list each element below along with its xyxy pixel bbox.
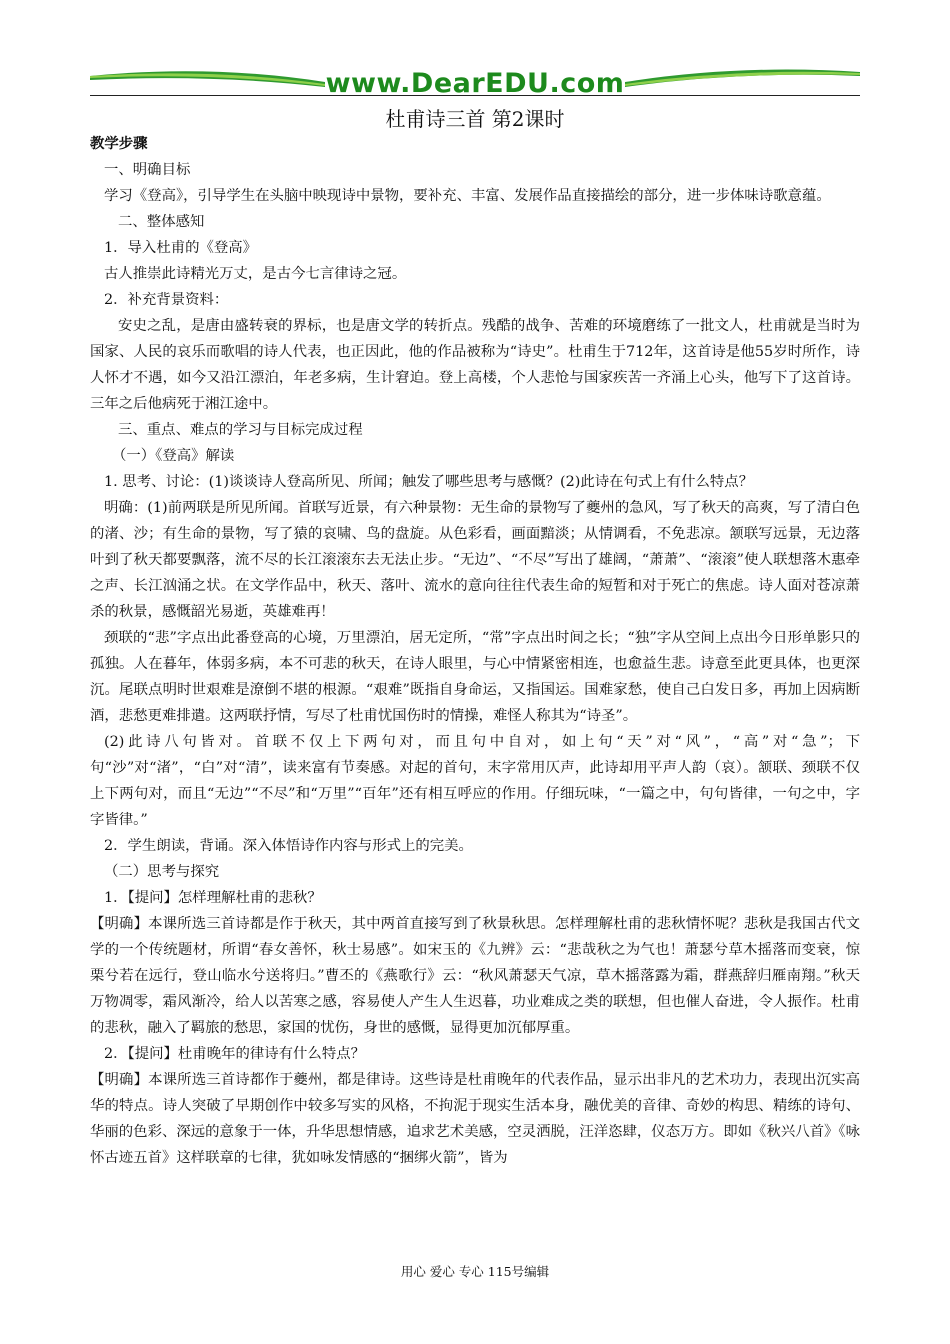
header-rule xyxy=(90,95,860,96)
body-paragraph: 学习《登高》，引导学生在头脑中映现诗中景物，要补充、丰富、发展作品直接描绘的部分，进一步体味诗歌意蕴。 xyxy=(104,188,831,204)
section-heading: 教学步骤 xyxy=(90,135,148,152)
body-paragraph: 颈联的“悲”字点出此番登高的心境，万里漂泊，居无定所，“常”字点出时间之长；“独”字从空间上点出今日形单影只的孤独。人在暮年，体弱多病，本不可悲的秋天，在诗人眼里，与心中情紧密相连，也愈益生悲。诗意至此更具体，也更深沉。尾联点明时世艰难是潦倒不堪的根源。“艰难”既指自身命运，又指国运。国难家愁，使自己白发日多，再加上因病断酒，悲愁更难排遣。这两联抒情，写尽了杜甫忧国伤时的情操，难怪人称其为“诗圣”。 xyxy=(90,630,860,724)
body-paragraph: 2．学生朗读，背诵。深入体悟诗作内容与形式上的完美。 xyxy=(104,838,473,854)
body-paragraph: 【明确】本课所选三首诗都是作于秋天，其中两首直接写到了秋景秋思。怎样理解杜甫的悲秋情怀呢？悲秋是我国古代文学的一个传统题材，所谓“春女善怀，秋士易感”。如宋玉的《九辨》云：“悲哉秋之为气也！萧瑟兮草木摇落而变衰，惊栗兮若在远行，登山临水兮送将归。”曹丕的《燕歌行》云：“秋风萧瑟天气凉，草木摇落露为霜，群燕辞归雁南翔。”秋天万物凋零，霜风渐冷，给人以苦寒之感，容易使人产生人生迟暮，功业难成之类的联想，但也催人奋进，令人振作。杜甫的悲秋，融入了羁旅的愁思，家国的忧伤，身世的感慨，显得更加沉郁厚重。 xyxy=(90,916,860,1036)
page-footer: 用心 爱心 专心 115号编辑 xyxy=(400,1264,550,1279)
page-title: 杜甫诗三首 第2课时 xyxy=(385,107,565,131)
body-paragraph: 明确：(1)前两联是所见所闻。首联写近景，有六种景物：无生命的景物写了夔州的急风，写了秋天的高爽，写了清白色的渚、沙；有生命的景物，写了猿的哀啸、鸟的盘旋。从色彩看，画面黯淡；从情调看，不免悲凉。颔联写远景，无边落叶到了秋天都要飘落，流不尽的长江滚滚东去无法止步。“无边”、“不尽”写出了雄阔，“萧萧”、“滚滚”使人联想落木惠牵之声、长江汹涌之状。在文学作品中，秋天、落叶、流水的意向往往代表生命的短暂和对于死亡的焦虑。诗人面对苍凉萧杀的秋景，感慨韶光易逝，英雄难再！ xyxy=(90,500,860,620)
section-heading: 一、明确目标 xyxy=(104,162,191,178)
body-paragraph: 安史之乱，是唐由盛转衰的界标，也是唐文学的转折点。残酷的战争、苦难的环境磨练了一批文人，杜甫就是当时为国家、人民的哀乐而歌唱的诗人代表，也正因此，他的作品被称为“诗史”。杜甫生于712年，这首诗是他55岁时所作，诗人怀才不遇，如今又沿江漂泊，年老多病，生计窘迫。登上高楼，个人悲怆与国家疾苦一齐涌上心头，他写下了这首诗。三年之后他病死于湘江途中。 xyxy=(90,318,860,412)
site-logo[interactable]: www.DearEDU.com xyxy=(325,68,625,99)
body-paragraph: 古人推崇此诗精光万丈，是古今七言律诗之冠。 xyxy=(104,266,407,282)
lesson-body xyxy=(90,131,860,1171)
body-paragraph: (2)此诗八句皆对。首联不仅上下两句对，而且句中自对，如上句“天”对“风”，“高”对“急”；下句“沙”对“渚”，“白”对“清”，读来富有节奏感。对起的首句，末字常用仄声，此诗却用平声人韵（哀）。颔联、颈联不仅上下两句对，而且“无边”“不尽”和“万里”“百年”还有相互呼应的作用。仔细玩味，“一篇之中，句句皆律，一句之中，字字皆律。” xyxy=(90,734,860,828)
subsection-heading: （二）思考与探究 xyxy=(104,864,220,880)
body-paragraph: 1. 思考、讨论：(1)谈谈诗人登高所见、所闻；触发了哪些思考与感慨？(2)此诗在句式上有什么特点？ xyxy=(104,474,754,490)
body-paragraph: 【明确】本课所选三首诗都作于夔州，都是律诗。这些诗是杜甫晚年的代表作品，显示出非凡的艺术功力，表现出沉实高华的特点。诗人突破了早期创作中较多写实的风格，不拘泥于现实生活本身，融优美的音律、奇妙的构思、精练的诗句、华丽的色彩、深远的意象于一体，升华思想情感，追求艺术美感，空灵洒脱，汪洋恣肆，仪态万方。即如《秋兴八首》《咏怀古迹五首》这样联章的七律，犹如咏发情感的“捆绑火箭”，皆为 xyxy=(90,1072,860,1166)
section-heading: 二、整体感知 xyxy=(118,214,205,230)
list-item: 2．【提问】杜甫晚年的律诗有什么特点？ xyxy=(104,1046,365,1062)
section-heading: 三、重点、难点的学习与目标完成过程 xyxy=(118,422,363,438)
list-item: 1．【提问】怎样理解杜甫的悲秋？ xyxy=(104,890,322,906)
list-item: 2．补充背景资料： xyxy=(104,292,229,308)
site-header-banner xyxy=(90,62,860,102)
list-item: 1．导入杜甫的《登高》 xyxy=(104,240,258,256)
subsection-heading: （一）《登高》解读 xyxy=(112,448,235,464)
